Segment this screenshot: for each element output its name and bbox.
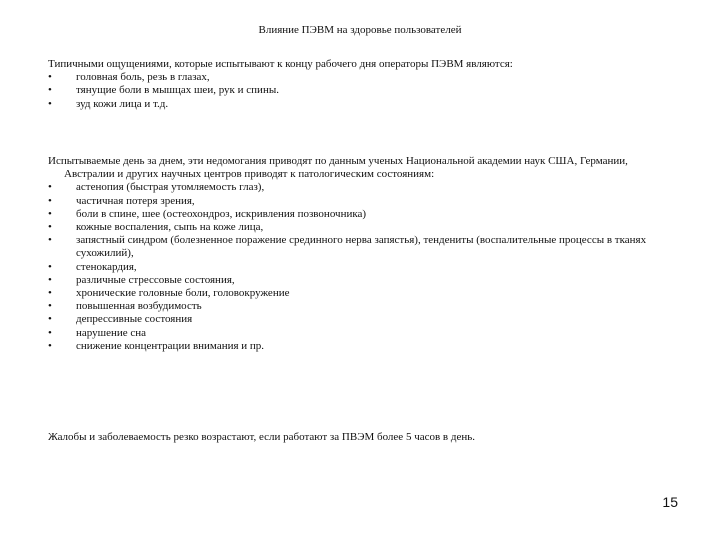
list-item-text: различные стрессовые состояния, [76, 273, 235, 286]
bullet-icon: • [48, 84, 52, 97]
list-item-text: зуд кожи лица и т.д. [76, 97, 169, 110]
list-item [48, 195, 648, 208]
list-item [48, 261, 648, 274]
slide-title: Влияние ПЭВМ на здоровье пользователей [258, 24, 462, 36]
list-item-text: нарушение сна [76, 326, 147, 339]
list-item [48, 181, 648, 194]
list-item [48, 327, 648, 340]
list-item [48, 340, 648, 353]
list-item [48, 208, 648, 221]
bullet-icon: • [48, 273, 52, 286]
bullet-icon: • [48, 194, 52, 207]
list-item [48, 84, 648, 97]
bullet-icon: • [48, 339, 52, 352]
section-symptoms-intro: Типичными ощущениями, которые испытывают к концу рабочего дня операторы ПЭВМ являются: [48, 58, 513, 70]
bullet-icon: • [48, 97, 52, 110]
bullet-icon: • [48, 71, 52, 84]
list-item [48, 287, 648, 300]
section-symptoms [48, 58, 648, 111]
list-item [48, 98, 648, 111]
page-number: 15 [662, 494, 678, 510]
conditions-list [48, 181, 648, 353]
section-conditions-intro: Испытываемые день за днем, эти недомогания приводят по данным ученых Национальной академии наук США, Германии, Австралии и других научных центров приводят к патологическим состояниям: [48, 155, 628, 181]
conclusion [48, 431, 648, 444]
conclusion-text: Жалобы и заболеваемость резко возрастают, если работают за ПВЭМ более 5 часов в день. [48, 431, 476, 443]
bullet-icon: • [48, 234, 52, 247]
list-item-text: хронические головные боли, головокружение [76, 287, 290, 300]
list-item-text: головная боль, резь в глазах, [76, 71, 210, 84]
bullet-icon: • [48, 287, 52, 300]
bullet-icon: • [48, 260, 52, 273]
list-item-text: снижение концентрации внимания и пр. [76, 339, 265, 352]
list-item-text: депрессивные состояния [76, 313, 193, 326]
list-item-text: запястный синдром (болезненное поражение срединного нерва запястья), тендениты (воспалительные процессы в тканях сухожилий), [76, 234, 647, 260]
list-item [48, 234, 648, 260]
list-item-text: астенопия (быстрая утомляемость глаз), [76, 181, 265, 194]
symptoms-list [48, 71, 648, 111]
list-item-text: кожные воспаления, сыпь на коже лица, [76, 221, 264, 234]
list-item-text: боли в спине, шее (остеохондроз, искривления позвоночника) [76, 207, 367, 220]
bullet-icon: • [48, 313, 52, 326]
list-item-text: повышенная возбудимость [76, 300, 202, 313]
list-item [48, 300, 648, 313]
list-item-text: стенокардия, [76, 260, 137, 273]
bullet-icon: • [48, 300, 52, 313]
list-item-text: частичная потеря зрения, [76, 194, 195, 207]
list-item [48, 313, 648, 326]
section-conditions [48, 155, 648, 353]
bullet-icon: • [48, 221, 52, 234]
list-item [48, 221, 648, 234]
list-item [48, 274, 648, 287]
bullet-icon: • [48, 181, 52, 194]
list-item-text: тянущие боли в мышцах шеи, рук и спины. [76, 84, 279, 97]
bullet-icon: • [48, 326, 52, 339]
bullet-icon: • [48, 207, 52, 220]
list-item [48, 71, 648, 84]
